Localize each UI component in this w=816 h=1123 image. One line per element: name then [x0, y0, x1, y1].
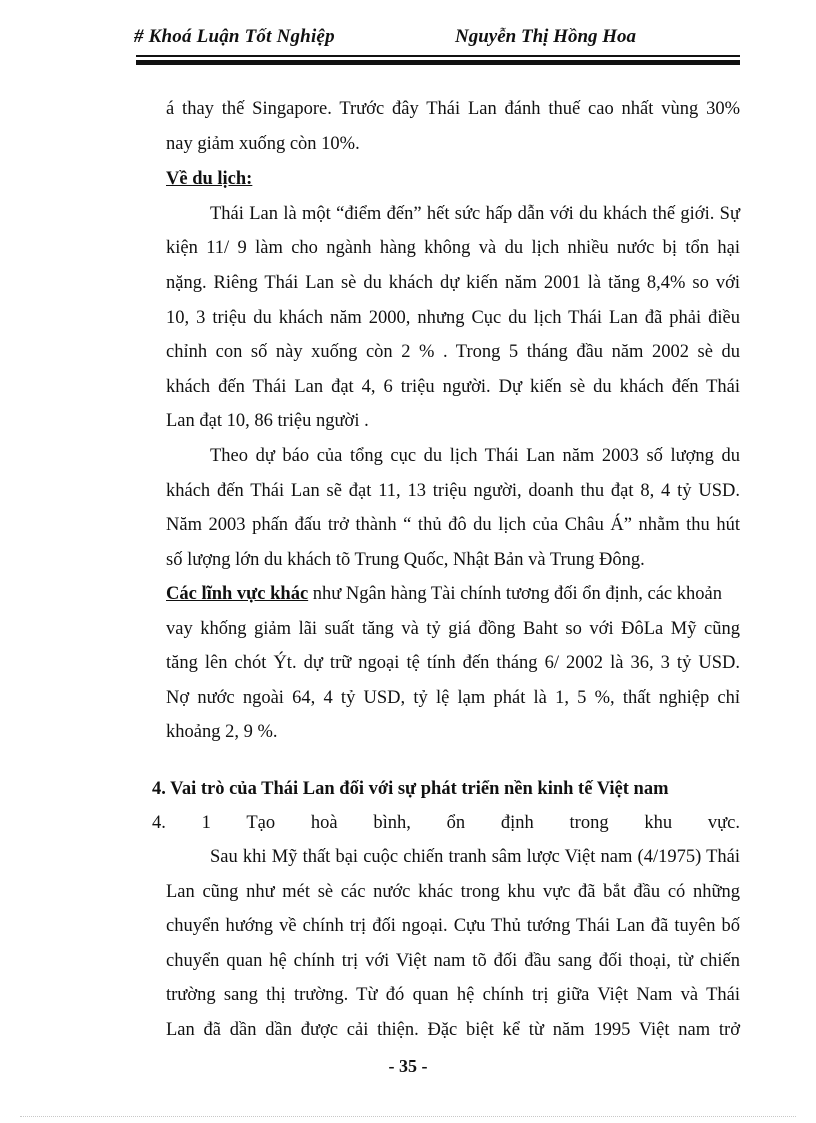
- section-heading-tourism: Về du lịch:: [166, 169, 253, 189]
- text-line: chuyển hướng về chính trị đối ngoại. Cựu Thủ tướng Thái Lan đã tuyên bố: [166, 916, 740, 936]
- page-bottom-divider: [20, 1116, 796, 1117]
- text-line: kiện 11/ 9 làm cho ngành hàng không và du lịch nhiều nước bị tổn hại: [166, 238, 740, 258]
- text-line: khoảng 2, 9 %.: [166, 722, 278, 742]
- text-line: khách đến Thái Lan sẽ đạt 11, 13 triệu người, doanh thu đạt 8, 4 tỷ USD.: [166, 481, 740, 501]
- page-number: - 35 -: [388, 1056, 428, 1076]
- text-line: 10, 3 triệu du khách năm 2000, nhưng Cục du lịch Thái Lan đã phải điều: [166, 308, 740, 328]
- section-heading-4: 4. Vai trò của Thái Lan đối với sự phát triển nền kinh tế Việt nam: [152, 779, 669, 799]
- section-heading-other: Các lĩnh vực khác: [166, 584, 309, 604]
- text-line: chuyển quan hệ chính trị với Việt nam tõ đối đầu sang đối thoại, từ chiến: [166, 951, 740, 971]
- subsection-heading: 4. 1 Tạo hoà bình, ổn định trong khu vực.: [152, 813, 740, 833]
- text-line: Sau khi Mỹ thất bại cuộc chiến tranh sâm lược Việt nam (4/1975) Thái: [210, 847, 740, 867]
- text-line: chỉnh con số này xuống còn 2 % . Trong 5 tháng đầu năm 2002 sè du: [166, 342, 740, 362]
- text-line-other-fields: [166, 583, 740, 605]
- text-line: Nợ nước ngoài 64, 4 tỷ USD, tỷ lệ lạm phát là 1, 5 %, thất nghiệp chỉ: [166, 688, 740, 708]
- text-line: Thái Lan là một “điểm đến” hết sức hấp dẫn với du khách thế giới. Sự: [210, 204, 740, 224]
- header-rule-thick: [136, 60, 740, 65]
- header-author: Nguyễn Thị Hồng Hoa: [455, 26, 637, 47]
- text-line: Theo dự báo của tổng cục du lịch Thái Lan năm 2003 số lượng du: [210, 446, 740, 466]
- header-title: # Khoá Luận Tốt Nghiệp: [134, 26, 335, 47]
- text-line: vay khống giảm lãi suất tăng và tỷ giá đồng Baht so với ĐôLa Mỹ cũng: [166, 619, 740, 639]
- header-rule-thin: [136, 55, 740, 57]
- text-line: số lượng lớn du khách tõ Trung Quốc, Nhật Bản và Trung Đông.: [166, 550, 645, 570]
- text-line: Lan đã dần dần được cải thiện. Đặc biệt kể từ năm 1995 Việt nam trở: [166, 1020, 740, 1040]
- text-line: Lan đạt 10, 86 triệu người .: [166, 411, 369, 431]
- text-line: nay giảm xuống còn 10%.: [166, 134, 360, 154]
- text-line: Lan cũng như mét sè các nước khác trong khu vực đã bắt đầu có những: [166, 882, 740, 902]
- text-line: trường sang thị trường. Từ đó quan hệ chính trị giữa Việt Nam và Thái: [166, 985, 740, 1005]
- text-line: nặng. Riêng Thái Lan sè du khách dự kiến năm 2001 là tăng 8,4% so với: [166, 273, 740, 293]
- text-line-rest: như Ngân hàng Tài chính tương đối ổn định, các khoản: [308, 584, 722, 604]
- text-line: khách đến Thái Lan đạt 4, 6 triệu người. Dự kiến sè du khách đến Thái: [166, 377, 740, 397]
- text-line: á thay thế Singapore. Trước đây Thái Lan đánh thuế cao nhất vùng 30%: [166, 99, 740, 119]
- text-line: tăng lên chót Ýt. dự trữ ngoại tệ tính đến tháng 6/ 2002 là 36, 3 tỷ USD.: [166, 653, 740, 673]
- text-line: Năm 2003 phấn đấu trở thành “ thủ đô du lịch của Châu Á” nhằm thu hút: [166, 515, 740, 535]
